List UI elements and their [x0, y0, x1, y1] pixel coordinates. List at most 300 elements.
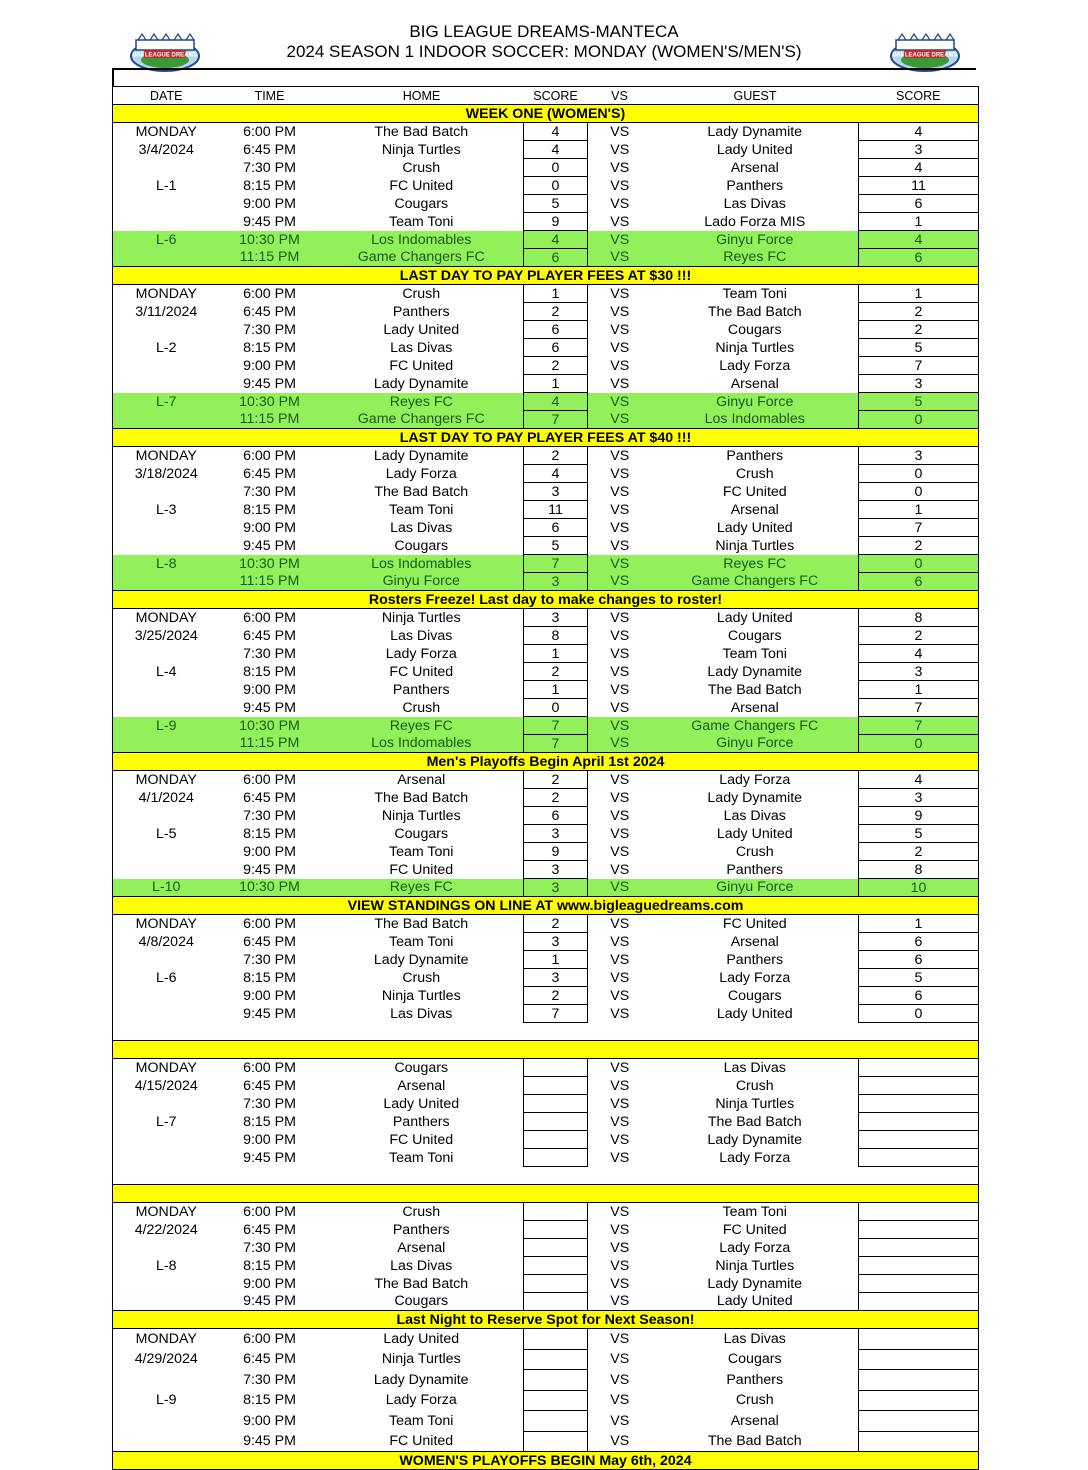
home-score-cell [524, 1131, 588, 1149]
guest-team-cell: Lady Dynamite [707, 789, 803, 806]
game-row [113, 1349, 979, 1370]
time-cell: 6:45 PM [243, 627, 296, 644]
vs-cell: VS [610, 987, 630, 1004]
home-team-cell: Arsenal [397, 771, 446, 788]
time-cell: 9:00 PM [243, 1131, 296, 1148]
vs-cell: VS [610, 141, 630, 158]
logo-text: BIG LEAGUE DREAMS [132, 52, 198, 59]
guest-team-cell: Panthers [726, 1371, 784, 1388]
vs-cell: VS [610, 1293, 630, 1310]
game-row [113, 735, 979, 753]
home-score-cell: 2 [524, 357, 588, 375]
home-team-cell: The Bad Batch [374, 483, 469, 500]
page-subtitle: 2024 SEASON 1 INDOOR SOCCER: MONDAY (WOMEN'S/MEN'S) [286, 42, 802, 61]
home-team-cell: Reyes FC [320, 393, 524, 411]
date-cell: 4/22/2024 [113, 1221, 220, 1239]
col-date: DATE [113, 87, 220, 105]
vs-cell: VS [610, 123, 630, 140]
game-row [113, 951, 979, 969]
guest-score-cell: 3 [859, 789, 979, 807]
guest-score-cell: 1 [859, 501, 979, 519]
guest-score-cell: 11 [859, 177, 979, 195]
game-row [113, 375, 979, 393]
date-cell: L-1 [113, 177, 220, 195]
home-score-cell: 6 [524, 807, 588, 825]
game-row [113, 1203, 979, 1221]
vs-cell: VS [610, 1257, 630, 1274]
time-cell: 11:15 PM [220, 573, 320, 591]
game-row [113, 825, 979, 843]
sheet-top-border [112, 68, 976, 86]
guest-team-cell: Cougars [727, 1351, 782, 1368]
game-row [113, 771, 979, 789]
date-cell: L-3 [113, 501, 220, 519]
date-cell: 3/25/2024 [113, 627, 220, 645]
time-cell: 6:45 PM [243, 465, 296, 482]
banner-text: VIEW STANDINGS ON LINE AT www.bigleaguedreams.com [113, 897, 979, 915]
game-row [113, 915, 979, 933]
guest-score-cell [859, 1257, 979, 1275]
game-row [113, 573, 979, 591]
home-score-cell: 7 [524, 555, 588, 573]
time-cell: 6:45 PM [243, 933, 296, 950]
guest-score-cell: 4 [859, 645, 979, 663]
vs-cell: VS [610, 177, 630, 194]
home-score-cell: 0 [524, 159, 588, 177]
game-row [113, 249, 979, 267]
guest-team-cell: Ninja Turtles [715, 1257, 795, 1274]
home-score-cell [524, 1239, 588, 1257]
banner-text: LAST DAY TO PAY PLAYER FEES AT $30 !!! [113, 267, 979, 285]
guest-score-cell [859, 1411, 979, 1432]
game-row [113, 195, 979, 213]
time-cell: 8:15 PM [243, 825, 296, 842]
home-score-cell: 3 [524, 609, 588, 627]
time-cell: 8:15 PM [243, 1257, 296, 1274]
vs-cell: VS [610, 1239, 630, 1256]
date-cell [113, 519, 220, 537]
time-cell: 6:00 PM [243, 771, 296, 788]
vs-cell: VS [610, 861, 630, 878]
home-team-cell: Ninja Turtles [381, 807, 461, 824]
game-row [113, 879, 979, 897]
time-cell: 9:45 PM [243, 861, 296, 878]
guest-score-cell: 3 [859, 663, 979, 681]
vs-cell: VS [588, 735, 652, 753]
date-cell: L-6 [113, 231, 220, 249]
banner-row [113, 1185, 979, 1203]
guest-score-cell: 4 [859, 231, 979, 249]
home-score-cell [524, 1203, 588, 1221]
time-cell: 8:15 PM [243, 1392, 296, 1409]
home-team-cell: Team Toni [389, 213, 454, 230]
banner-row [113, 267, 979, 285]
date-cell [113, 807, 220, 825]
home-team-cell: Ninja Turtles [381, 987, 461, 1004]
vs-cell: VS [610, 1203, 630, 1220]
date-cell: L-5 [113, 825, 220, 843]
date-cell [113, 1293, 220, 1311]
vs-cell: VS [610, 465, 630, 482]
vs-cell: VS [610, 1331, 630, 1347]
home-team-cell: Game Changers FC [320, 411, 524, 429]
vs-cell: VS [610, 285, 630, 302]
home-team-cell: Team Toni [389, 1412, 454, 1429]
guest-team-cell: Crush [735, 1077, 774, 1094]
date-cell: MONDAY [113, 609, 220, 627]
guest-team-cell: Lady Forza [719, 1149, 791, 1166]
date-cell [113, 159, 220, 177]
time-cell: 6:45 PM [243, 303, 296, 320]
home-team-cell: FC United [389, 1131, 454, 1148]
guest-team-cell: Lady United [716, 1293, 793, 1310]
time-cell: 6:00 PM [243, 609, 296, 626]
home-score-cell: 1 [524, 951, 588, 969]
vs-cell: VS [588, 717, 652, 735]
guest-score-cell [859, 1431, 979, 1452]
guest-score-cell: 2 [859, 843, 979, 861]
home-team-cell: Crush [402, 699, 441, 716]
game-row [113, 1095, 979, 1113]
home-score-cell: 1 [524, 375, 588, 393]
guest-team-cell: Ninja Turtles [715, 339, 795, 356]
guest-score-cell: 2 [859, 321, 979, 339]
vs-cell: VS [610, 933, 630, 950]
home-team-cell: Lady United [383, 1095, 460, 1112]
game-row [113, 447, 979, 465]
home-score-cell [524, 1329, 588, 1350]
home-score-cell: 9 [524, 213, 588, 231]
home-score-cell [524, 1221, 588, 1239]
guest-team-cell: Panthers [726, 177, 784, 194]
home-score-cell: 2 [524, 663, 588, 681]
home-score-cell: 3 [524, 573, 588, 591]
guest-team-cell: Las Divas [723, 195, 786, 212]
home-team-cell: Ginyu Force [320, 573, 524, 591]
guest-team-cell: Panthers [726, 861, 784, 878]
time-cell: 9:00 PM [243, 681, 296, 698]
time-cell: 9:45 PM [243, 699, 296, 716]
date-cell: L-8 [113, 555, 220, 573]
guest-team-cell: Crush [735, 843, 774, 860]
guest-team-cell: Las Divas [723, 807, 786, 824]
time-cell: 10:30 PM [220, 717, 320, 735]
vs-cell: VS [588, 249, 652, 267]
date-cell [113, 645, 220, 663]
game-row [113, 1257, 979, 1275]
guest-team-cell: Ninja Turtles [715, 1095, 795, 1112]
time-cell: 9:45 PM [243, 537, 296, 554]
home-team-cell: Las Divas [390, 1005, 453, 1022]
vs-cell: VS [610, 627, 630, 644]
time-cell: 9:00 PM [243, 987, 296, 1004]
vs-cell: VS [610, 951, 630, 968]
time-cell: 7:30 PM [243, 951, 296, 968]
banner-text [113, 1185, 979, 1203]
date-cell: L-4 [113, 663, 220, 681]
date-cell [113, 1131, 220, 1149]
home-team-cell: FC United [389, 663, 454, 680]
home-team-cell: Lady Dynamite [373, 1371, 469, 1388]
home-team-cell: Las Divas [390, 519, 453, 536]
guest-team-cell: Crush [735, 465, 774, 482]
guest-team-cell: Arsenal [730, 699, 779, 716]
home-team-cell: Team Toni [389, 933, 454, 950]
guest-team-cell: Arsenal [730, 933, 779, 950]
guest-score-cell: 5 [859, 825, 979, 843]
date-cell: L-2 [113, 339, 220, 357]
time-cell: 6:45 PM [243, 1221, 296, 1238]
guest-score-cell: 4 [859, 159, 979, 177]
home-team-cell: Panthers [392, 1113, 450, 1130]
time-cell: 10:30 PM [220, 231, 320, 249]
guest-score-cell: 3 [859, 447, 979, 465]
vs-cell: VS [610, 447, 630, 464]
time-cell: 9:00 PM [243, 195, 296, 212]
guest-score-cell: 5 [859, 969, 979, 987]
schedule-rows [113, 105, 979, 1470]
vs-cell: VS [610, 483, 630, 500]
vs-cell: VS [610, 1433, 630, 1449]
game-row [113, 393, 979, 411]
time-cell: 7:30 PM [243, 645, 296, 662]
vs-cell: VS [610, 789, 630, 806]
time-cell: 6:45 PM [243, 789, 296, 806]
game-row [113, 1113, 979, 1131]
vs-cell: VS [588, 411, 652, 429]
guest-score-cell [859, 1203, 979, 1221]
col-home-score: SCORE [524, 87, 588, 105]
banner-text: Rosters Freeze! Last day to make changes to roster! [113, 591, 979, 609]
game-row [113, 1131, 979, 1149]
game-row [113, 1059, 979, 1077]
home-score-cell [524, 1431, 588, 1452]
game-row [113, 339, 979, 357]
guest-score-cell: 0 [859, 555, 979, 573]
home-score-cell: 7 [524, 735, 588, 753]
home-score-cell: 2 [524, 987, 588, 1005]
date-cell [113, 213, 220, 231]
spacer-row [113, 1167, 979, 1185]
guest-score-cell: 2 [859, 537, 979, 555]
guest-team-cell: Reyes FC [652, 555, 859, 573]
home-score-cell [524, 1390, 588, 1411]
home-score-cell: 6 [524, 519, 588, 537]
home-score-cell: 0 [524, 177, 588, 195]
vs-cell: VS [610, 1221, 630, 1238]
home-team-cell: Las Divas [390, 339, 453, 356]
vs-cell: VS [610, 537, 630, 554]
home-score-cell [524, 1059, 588, 1077]
guest-team-cell: Lady United [716, 1005, 793, 1022]
guest-team-cell: Lady Forza [719, 1239, 791, 1256]
game-row [113, 627, 979, 645]
home-team-cell: Lady Forza [385, 1392, 457, 1409]
guest-score-cell [859, 1275, 979, 1293]
guest-team-cell: Los Indomables [652, 411, 859, 429]
guest-score-cell: 1 [859, 213, 979, 231]
game-row [113, 321, 979, 339]
vs-cell: VS [610, 1351, 630, 1368]
guest-team-cell: Lady Dynamite [707, 663, 803, 680]
home-team-cell: Team Toni [389, 843, 454, 860]
home-team-cell: Las Divas [390, 627, 453, 644]
home-team-cell: Lady Dynamite [373, 375, 469, 392]
home-team-cell: Crush [402, 969, 441, 986]
time-cell: 10:30 PM [220, 393, 320, 411]
date-cell: L-10 [113, 879, 220, 897]
date-cell [113, 483, 220, 501]
spacer-cell [113, 1167, 979, 1185]
time-cell: 8:15 PM [243, 339, 296, 356]
guest-score-cell: 4 [859, 771, 979, 789]
home-team-cell: FC United [389, 357, 454, 374]
vs-cell: VS [610, 1077, 630, 1094]
guest-team-cell: Lady Forza [719, 357, 791, 374]
time-cell: 8:15 PM [243, 1113, 296, 1130]
guest-team-cell: Lady Forza [719, 969, 791, 986]
date-cell: MONDAY [113, 771, 220, 789]
vs-cell: VS [610, 609, 630, 626]
vs-cell: VS [610, 1005, 630, 1022]
home-score-cell [524, 1411, 588, 1432]
guest-score-cell: 8 [859, 609, 979, 627]
guest-team-cell: Arsenal [730, 159, 779, 176]
banner-text: WOMEN'S PLAYOFFS BEGIN May 6th, 2024 [113, 1452, 979, 1470]
guest-team-cell: Ginyu Force [652, 735, 859, 753]
date-cell [113, 987, 220, 1005]
game-row [113, 1411, 979, 1432]
time-cell: 7:30 PM [243, 807, 296, 824]
guest-score-cell: 6 [859, 987, 979, 1005]
date-cell [113, 573, 220, 591]
vs-cell: VS [588, 555, 652, 573]
home-score-cell: 2 [524, 303, 588, 321]
banner-text: WEEK ONE (WOMEN'S) [113, 105, 979, 123]
guest-score-cell: 2 [859, 627, 979, 645]
game-row [113, 681, 979, 699]
home-score-cell: 4 [524, 123, 588, 141]
guest-score-cell: 6 [859, 951, 979, 969]
time-cell: 9:00 PM [243, 357, 296, 374]
page-title: BIG LEAGUE DREAMS-MANTECA [409, 22, 679, 41]
date-cell [113, 1005, 220, 1023]
home-team-cell: Arsenal [397, 1077, 446, 1094]
vs-cell: VS [610, 321, 630, 338]
date-cell: L-8 [113, 1257, 220, 1275]
time-cell: 8:15 PM [243, 501, 296, 518]
vs-cell: VS [610, 645, 630, 662]
guest-score-cell: 8 [859, 861, 979, 879]
guest-score-cell: 9 [859, 807, 979, 825]
guest-score-cell: 2 [859, 303, 979, 321]
home-score-cell [524, 1257, 588, 1275]
date-cell: MONDAY [113, 285, 220, 303]
game-row [113, 699, 979, 717]
guest-team-cell: Team Toni [722, 1203, 787, 1220]
guest-team-cell: Reyes FC [652, 249, 859, 267]
home-score-cell: 3 [524, 483, 588, 501]
game-row [113, 231, 979, 249]
time-cell: 9:45 PM [243, 1293, 296, 1310]
guest-team-cell: Cougars [727, 627, 782, 644]
home-team-cell: Las Divas [390, 1257, 453, 1274]
schedule-sheet [112, 68, 976, 1470]
home-score-cell: 9 [524, 843, 588, 861]
guest-score-cell: 7 [859, 357, 979, 375]
vs-cell: VS [610, 1412, 630, 1429]
home-score-cell: 1 [524, 681, 588, 699]
vs-cell: VS [610, 807, 630, 824]
home-score-cell: 2 [524, 771, 588, 789]
date-cell: 4/15/2024 [113, 1077, 220, 1095]
time-cell: 10:30 PM [220, 555, 320, 573]
date-cell [113, 699, 220, 717]
guest-score-cell: 3 [859, 141, 979, 159]
time-cell: 6:45 PM [243, 141, 296, 158]
banner-text: Last Night to Reserve Spot for Next Season! [113, 1311, 979, 1329]
vs-cell: VS [588, 573, 652, 591]
guest-team-cell: Ginyu Force [652, 393, 859, 411]
date-cell: L-9 [113, 717, 220, 735]
guest-team-cell: Cougars [727, 321, 782, 338]
banner-text: Men's Playoffs Begin April 1st 2024 [113, 753, 979, 771]
home-team-cell: Cougars [394, 195, 449, 212]
guest-team-cell: Team Toni [722, 285, 787, 302]
vs-cell: VS [610, 843, 630, 860]
game-row [113, 1390, 979, 1411]
date-cell [113, 861, 220, 879]
col-time: TIME [220, 87, 320, 105]
date-cell: L-7 [113, 1113, 220, 1131]
guest-team-cell: The Bad Batch [707, 1113, 802, 1130]
spacer-row [113, 1023, 979, 1041]
vs-cell: VS [610, 915, 630, 932]
date-cell [113, 1095, 220, 1113]
home-score-cell [524, 1349, 588, 1370]
home-team-cell: Ninja Turtles [381, 609, 461, 626]
game-row [113, 645, 979, 663]
home-team-cell: Cougars [394, 1059, 449, 1076]
game-row [113, 1005, 979, 1023]
vs-cell: VS [610, 213, 630, 230]
home-score-cell: 6 [524, 249, 588, 267]
home-score-cell: 1 [524, 285, 588, 303]
home-score-cell: 8 [524, 627, 588, 645]
home-team-cell: Lady Dynamite [373, 447, 469, 464]
home-score-cell [524, 1275, 588, 1293]
guest-team-cell: Lado Forza MIS [704, 213, 806, 230]
time-cell: 7:30 PM [243, 321, 296, 338]
home-team-cell: Reyes FC [320, 879, 524, 897]
home-score-cell: 5 [524, 195, 588, 213]
time-cell: 7:30 PM [243, 1239, 296, 1256]
time-cell: 6:00 PM [243, 915, 296, 932]
guest-team-cell: Crush [735, 1392, 774, 1409]
date-cell [113, 411, 220, 429]
date-cell [113, 1411, 220, 1432]
date-cell [113, 1239, 220, 1257]
guest-team-cell: Lady Dynamite [707, 1131, 803, 1148]
time-cell: 11:15 PM [220, 249, 320, 267]
home-team-cell: Panthers [392, 303, 450, 320]
game-row [113, 1275, 979, 1293]
time-cell: 8:15 PM [243, 177, 296, 194]
home-team-cell: Panthers [392, 681, 450, 698]
date-cell [113, 843, 220, 861]
time-cell: 11:15 PM [220, 735, 320, 753]
banner-text: LAST DAY TO PAY PLAYER FEES AT $40 !!! [113, 429, 979, 447]
